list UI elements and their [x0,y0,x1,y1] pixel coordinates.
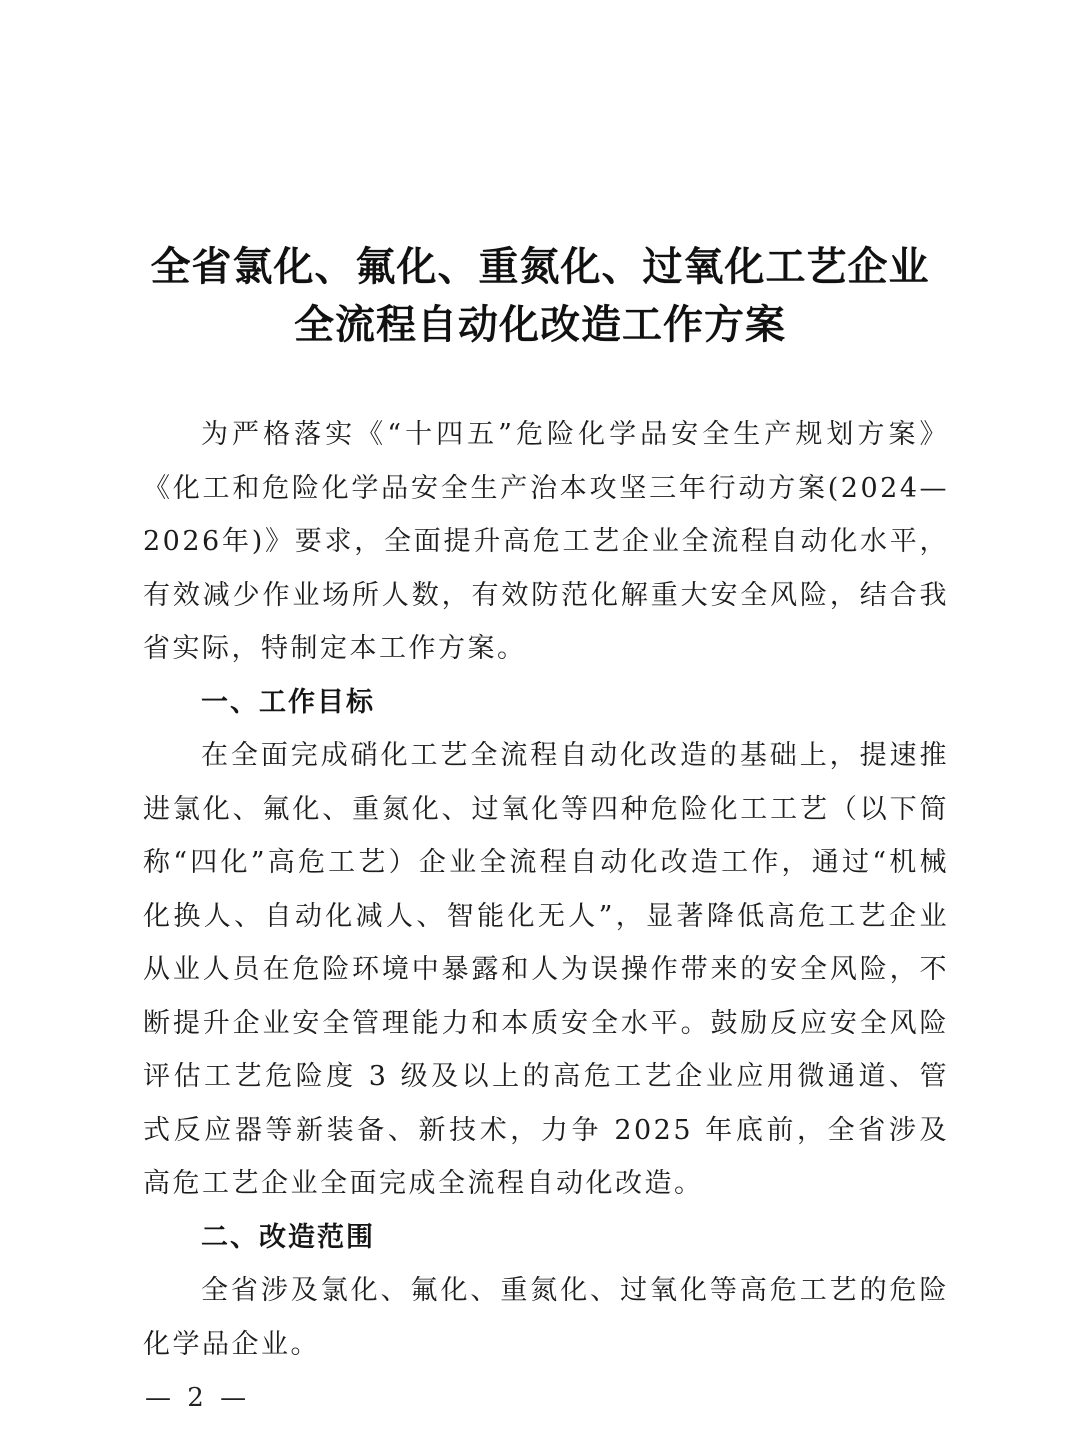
document-title [0,238,1080,354]
page-number: — 2 — [145,1383,251,1413]
section-heading-scope: 二、改造范围 [201,1221,375,1253]
title-line-1: 全省氯化、氟化、重氮化、过氧化工艺企业 [150,244,930,290]
section-paragraph-goals: 在全面完成硝化工艺全流程自动化改造的基础上，提速推进氯化、氟化、重氮化、过氧化等四种危险化工工艺（以下简称“四化”高危工艺）企业全流程自动化改造工作，通过“机械化换人、自动化减人、智能化无人”，显著降低高危工艺企业从业人员在危险环境中暴露和人为误操作带来的安全风险，不断提升企业安全管理能力和本质安全水平。鼓励反应安全风险评估工艺危险度 3 级及以上的高危工艺企业应用微通道、管式反应器等新装备、新技术，力争 2025 年底前，全省涉及高危工艺企业全面完成全流程自动化改造。 [143,740,949,1199]
section-heading-goals: 一、工作目标 [201,686,375,718]
intro-paragraph: 为严格落实《“十四五”危险化学品安全生产规划方案》《化工和危险化学品安全生产治本攻坚三年行动方案(2024—2026年)》要求，全面提升高危工艺企业全流程自动化水平，有效减少作业场所人数，有效防范化解重大安全风险，结合我省实际，特制定本工作方案。 [143,419,949,664]
section-paragraph-scope: 全省涉及氯化、氟化、重氮化、过氧化等高危工艺的危险化学品企业。 [143,1275,949,1360]
document-body [143,408,949,1371]
title-line-2: 全流程自动化改造工作方案 [294,302,786,348]
